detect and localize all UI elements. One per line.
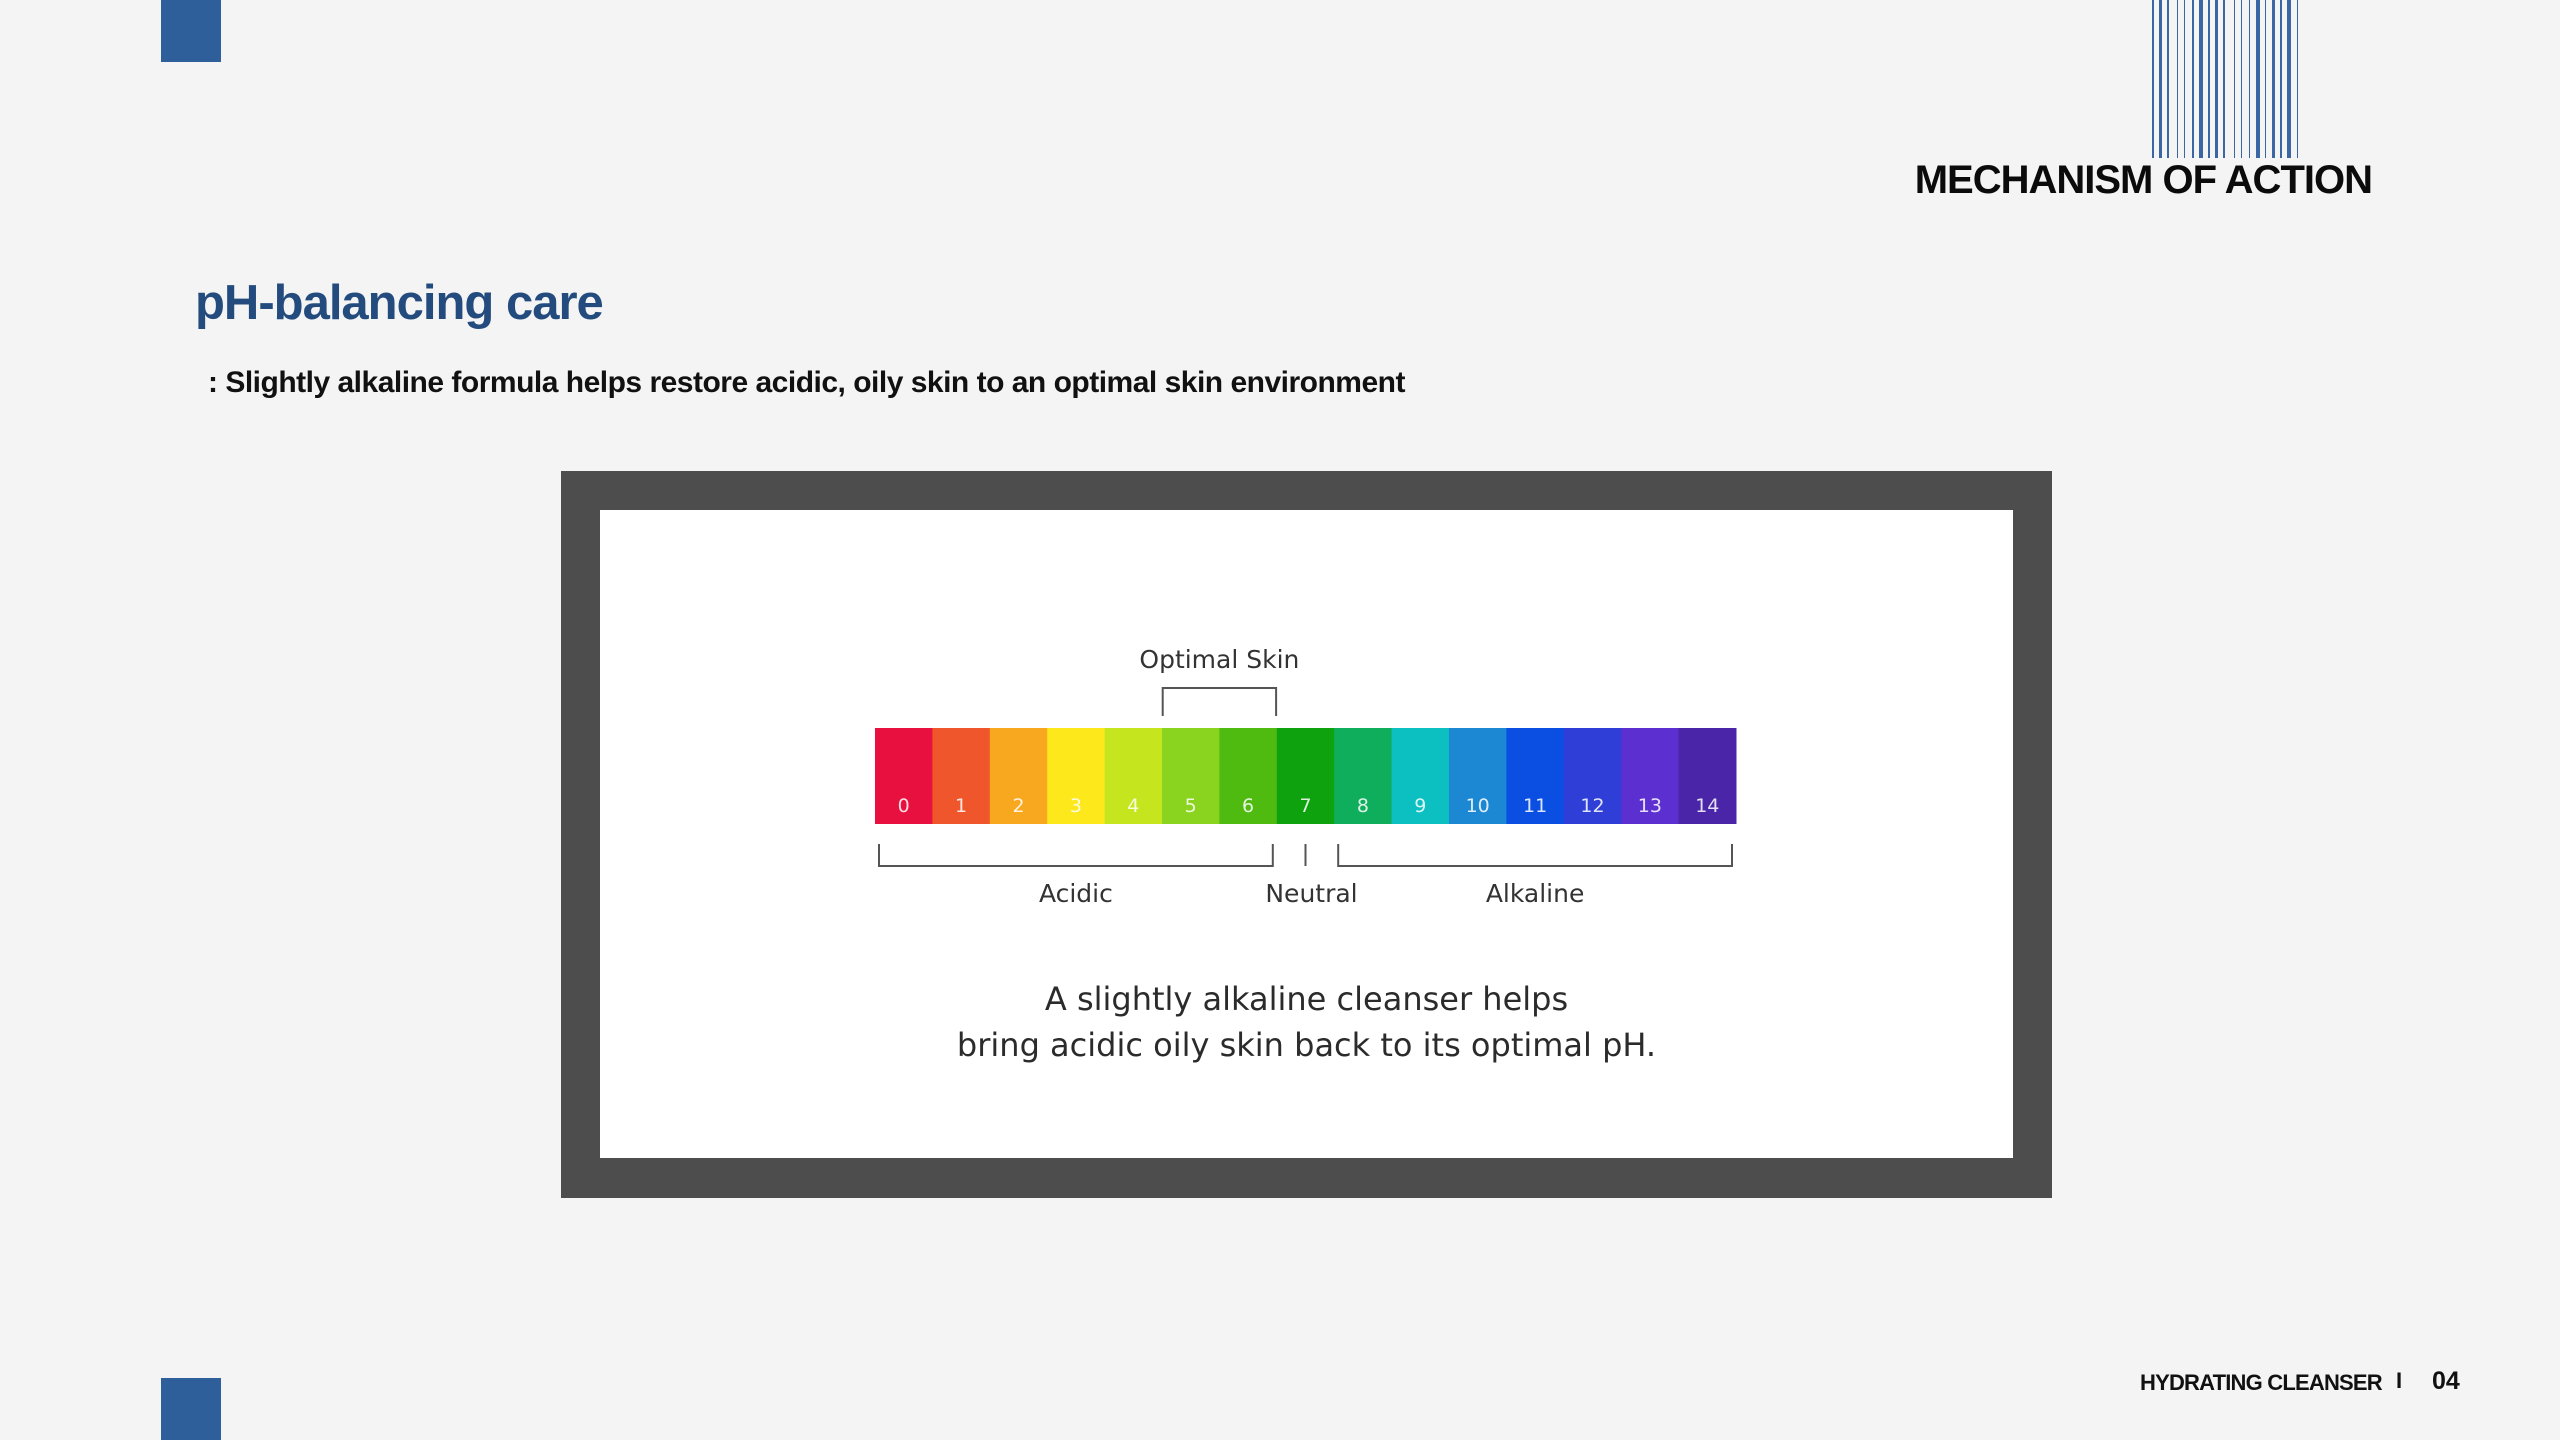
ph-value-label: 7 <box>1299 795 1312 817</box>
barcode-bar <box>2280 0 2282 158</box>
ph-value-label: 1 <box>955 795 968 817</box>
barcode-bar <box>2215 0 2218 158</box>
ph-value-label: 11 <box>1523 795 1548 817</box>
barcode-bar <box>2159 0 2162 158</box>
barcode-bar <box>2152 0 2154 158</box>
ph-value-label: 8 <box>1356 795 1369 817</box>
barcode-bar <box>2223 0 2225 158</box>
page-number: 04 <box>2432 1367 2460 1395</box>
section-label: MECHANISM OF ACTION <box>1914 158 2372 202</box>
group-label: Neutral <box>1265 879 1358 908</box>
barcode-bar <box>2256 0 2260 158</box>
diagram-panel <box>600 510 2013 1158</box>
slide-title: pH-balancing care <box>195 276 603 330</box>
group-bracket <box>879 844 1273 866</box>
barcode-graphic <box>2150 0 2370 158</box>
diagram-frame <box>561 471 2052 1198</box>
barcode-bar <box>2249 0 2250 158</box>
ph-value-label: 10 <box>1465 795 1490 817</box>
ph-value-label: 9 <box>1414 795 1427 817</box>
barcode-bar <box>2192 0 2194 158</box>
ph-value-label: 12 <box>1580 795 1605 817</box>
ph-value-label: 14 <box>1695 795 1720 817</box>
optimal-skin-bracket <box>1163 688 1276 716</box>
ph-value-label: 6 <box>1242 795 1255 817</box>
ph-value-label: 13 <box>1637 795 1662 817</box>
group-label: Acidic <box>1038 879 1113 908</box>
footer-separator: I <box>2396 1368 2403 1393</box>
barcode-bar <box>2272 0 2275 158</box>
barcode-bar <box>2287 0 2291 158</box>
barcode-bar <box>2177 0 2178 158</box>
barcode-bar <box>2167 0 2169 158</box>
barcode-bar <box>2234 0 2235 158</box>
ph-value-label: 3 <box>1069 795 1082 817</box>
barcode-bar <box>2208 0 2210 158</box>
barcode-bar <box>2265 0 2266 158</box>
ph-value-label: 5 <box>1184 795 1197 817</box>
barcode-bar <box>2297 0 2298 158</box>
footer-brand: HYDRATING CLEANSER <box>2140 1370 2382 1395</box>
corner-accent-bottom <box>161 1378 221 1440</box>
barcode-bar <box>2184 0 2185 158</box>
barcode-bar <box>2199 0 2203 158</box>
corner-accent-top <box>161 0 221 62</box>
optimal-skin-label: Optimal Skin <box>1139 645 1300 674</box>
diagram-caption-line-1: A slightly alkaline cleanser helps <box>1044 980 1569 1018</box>
group-label: Alkaline <box>1485 879 1585 908</box>
diagram-caption-line-2: bring acidic oily skin back to its optimal pH. <box>956 1026 1657 1064</box>
ph-value-label: 2 <box>1012 795 1025 817</box>
slide-subtitle: : Slightly alkaline formula helps restore acidic, oily skin to an optimal skin environment <box>208 366 1405 399</box>
group-bracket <box>1338 844 1732 866</box>
ph-value-label: 0 <box>897 795 910 817</box>
barcode-bar <box>2241 0 2242 158</box>
ph-value-label: 4 <box>1127 795 1140 817</box>
